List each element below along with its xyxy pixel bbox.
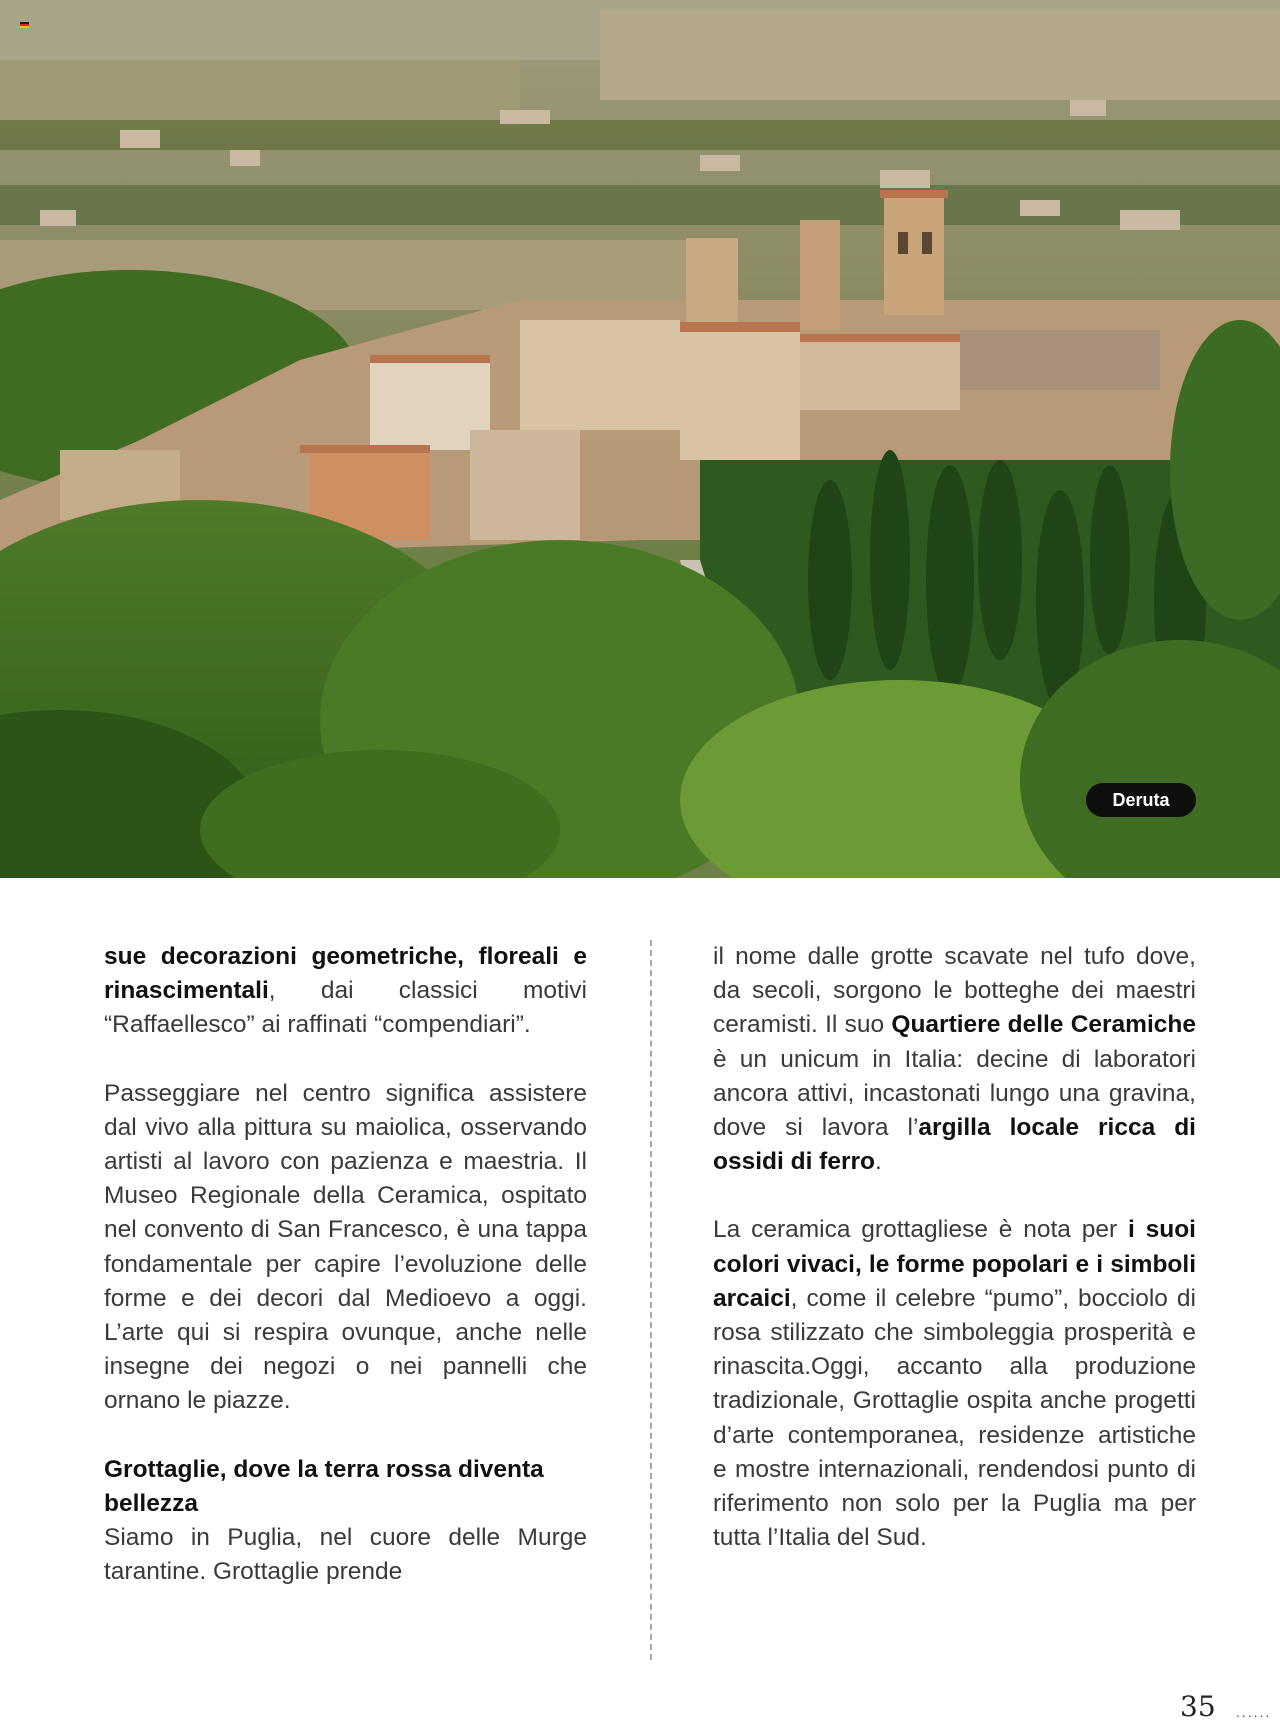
bold-text: argilla locale ricca di ossidi di ferro [713, 1114, 1196, 1176]
paragraph: Passeggiare nel centro significa assistere dal vivo alla pittura su maiolica, osservando artisti al lavoro con pazienza e maestria. Il Museo Regionale della Ceramica, ospitato nel convento di San Francesco, è una tappa fondamentale per capire l’evoluzione delle forme e dei decori dal Medioevo a oggi. L’arte qui si respira ovunque, anche nelle insegne dei negozi o nei pannelli che ornano le piazze. [104, 1079, 587, 1415]
paragraph: il nome dalle grotte scavate nel tufo dove, da secoli, sorgono le botteghe dei maestri ceramisti. Il suo Quartiere delle Ceramiche è un unicum in Italia: decine di laboratori ancora attivi, incastonati lungo una gravina, dove si lavora l’argilla locale ricca di ossidi di ferro. [713, 943, 1196, 1176]
paragraph: Siamo in Puglia, nel cuore delle Murge tarantine. Grottaglie prende [104, 1523, 587, 1585]
paragraph: La ceramica grottagliese è nota per i suoi colori vivaci, le forme popolari e i simboli arcaici, come il celebre “pumo”, bocciolo di rosa stilizzato che simboleggia prosperità e rinascita.Oggi, accanto alla produzione tradizionale, Grottaglie ospita anche progetti d’arte contemporanea, residenze artistiche e mostre internazionali, rendendosi punto di riferimento non solo per la Puglia ma per tutta l’Italia del Sud. [713, 1216, 1196, 1552]
left-column [104, 940, 587, 1589]
bold-text: sue decorazioni geometriche, floreali e rinascimentali [104, 943, 587, 1005]
section-heading: Grottaglie, dove la terra rossa diventa bellezza [104, 1455, 544, 1517]
right-column [713, 940, 1196, 1555]
page-number: 35 [1180, 1690, 1216, 1723]
paragraph: sue decorazioni geometriche, floreali e rinascimentali, dai classici motivi “Raffaellesco” ai raffinati “compendiari”. [104, 943, 587, 1039]
page-number-dots: ...... [1236, 1704, 1272, 1720]
flag-icon [20, 22, 29, 28]
bold-text: Quartiere delle Ceramiche [891, 1011, 1196, 1039]
column-divider [650, 940, 652, 1660]
photo-caption: Deruta [1086, 783, 1196, 817]
bold-text: i suoi colori vivaci, le forme popolari e i simboli arcaici [713, 1216, 1196, 1312]
